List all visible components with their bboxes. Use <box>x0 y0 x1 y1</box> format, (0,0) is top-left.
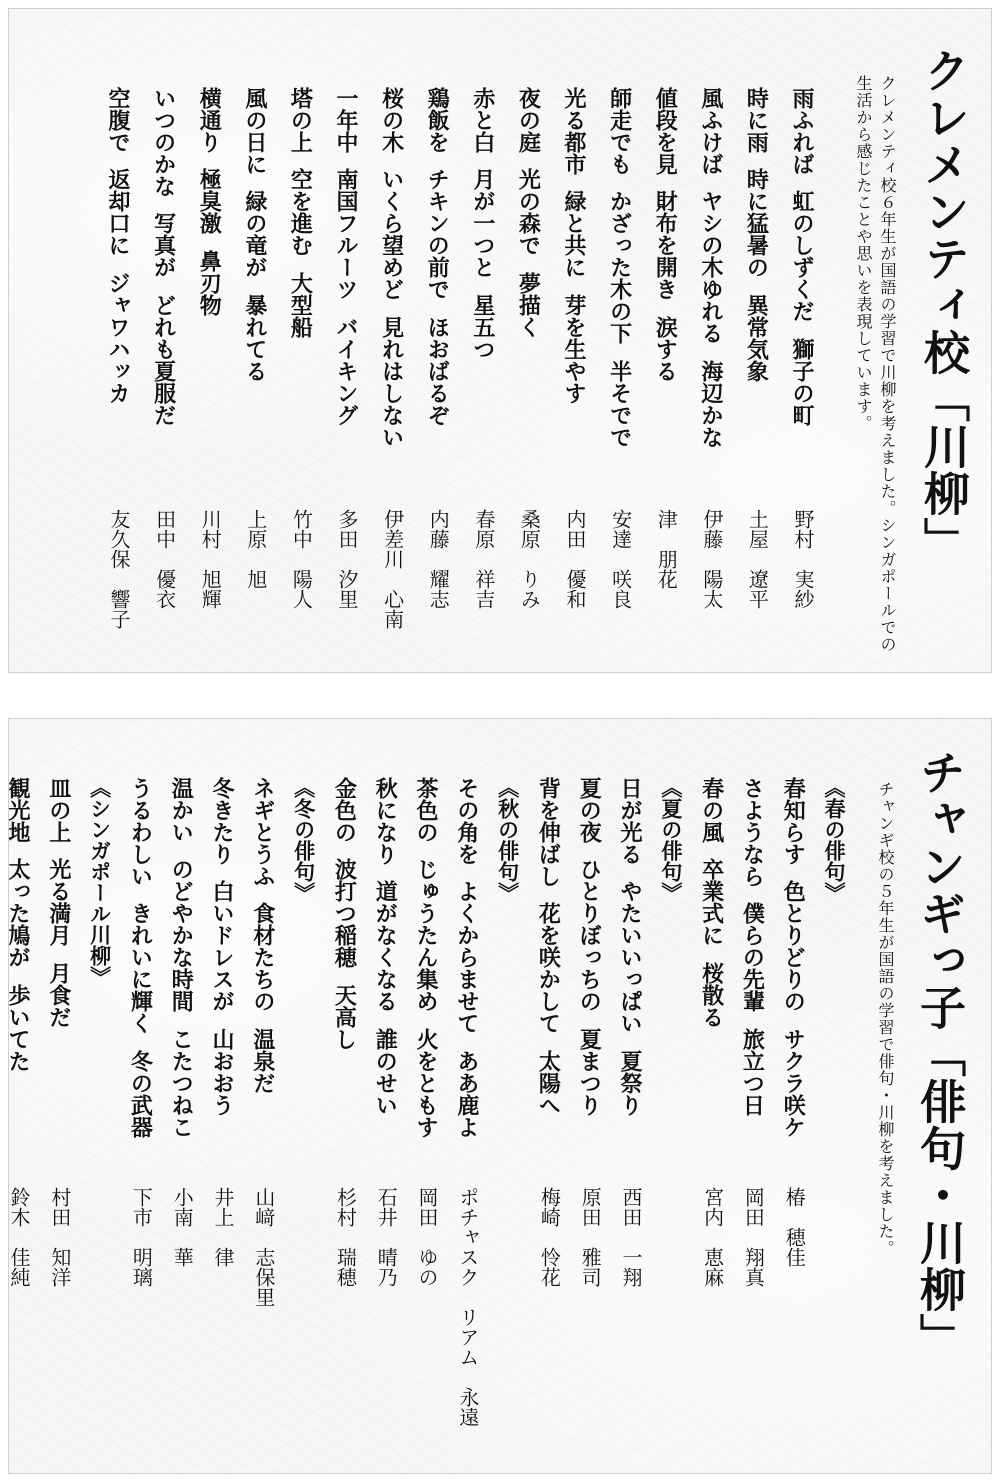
author-name-part: 晴乃 <box>374 1247 399 1287</box>
poem-author <box>198 509 223 609</box>
poem-phrase: 秋になり <box>372 777 399 865</box>
author-name-part: 宮内 <box>700 1187 725 1227</box>
poem-phrase: 冬の武器 <box>127 1049 154 1138</box>
poem-phrase: さようなら <box>739 777 766 887</box>
poem-author <box>109 509 129 629</box>
poem-phrase: バイキング <box>333 315 359 426</box>
poem-phrase: いつのかな <box>150 87 177 197</box>
poem-phrase: ヤシの木ゆれる <box>697 190 724 345</box>
poem-phrase: 旅立つ日 <box>739 1027 766 1116</box>
poem-text <box>150 87 177 426</box>
poem-text <box>331 777 358 1050</box>
poem-phrase: 極臭激 <box>196 168 223 235</box>
poem-phrase: 卒業式に <box>698 858 725 947</box>
season-heading: 《秋の俳句》 <box>495 777 521 903</box>
poem-phrase: 金色の <box>331 777 358 843</box>
author-name-part: 陽人 <box>289 569 314 609</box>
poem-text <box>606 87 633 448</box>
poem-phrase: 一年中 <box>333 87 359 153</box>
poem-phrase: 食材たちの <box>249 902 276 1013</box>
author-name-part: 耀志 <box>426 569 451 609</box>
author-name-part: 井上 <box>211 1187 235 1227</box>
poem-phrase: 星五つ <box>469 293 496 360</box>
poem-phrase: 月が一つと <box>469 168 496 279</box>
author-name-part: 岡田 <box>741 1187 766 1227</box>
poem-phrase: 赤と白 <box>469 87 496 153</box>
author-name-part: 永遠 <box>455 1387 480 1427</box>
author-name-part: 怜花 <box>537 1247 562 1287</box>
author-name-part: 小南 <box>170 1187 195 1227</box>
poem-text <box>453 777 480 1138</box>
poem-text <box>211 777 233 1116</box>
author-name-part: 内藤 <box>426 509 451 549</box>
poem-text <box>791 87 813 426</box>
poem-phrase: どれも夏服だ <box>150 293 177 426</box>
poem-phrase: 異常気象 <box>743 293 770 382</box>
poem-phrase: 写真が <box>150 212 177 279</box>
author-name-part: 竹中 <box>289 509 314 549</box>
poem-phrase: 鼻刃物 <box>196 249 223 316</box>
author-name-part: 下市 <box>129 1187 154 1227</box>
poem-author <box>455 1187 480 1427</box>
poem-text <box>378 87 405 448</box>
poem-phrase: 夏まつり <box>576 1027 603 1116</box>
poem-phrase: 太った鳩が <box>5 858 31 969</box>
poem-phrase: 夢描く <box>515 271 542 338</box>
author-name-part: 恵麻 <box>700 1247 725 1287</box>
season-heading: 《春の俳句》 <box>822 777 847 903</box>
poem-phrase: 月食だ <box>45 961 72 1028</box>
season-heading: 《冬の俳句》 <box>291 777 317 903</box>
poem-phrase: 横通り <box>196 87 223 153</box>
poem-phrase: 芽を生やす <box>561 293 587 404</box>
poem-phrase: 師走でも <box>606 87 633 175</box>
poem-phrase: よくからませて <box>453 880 480 1035</box>
author-name-part: 田中 <box>152 509 177 549</box>
author-name-part: 志保里 <box>251 1247 276 1307</box>
author-name-part: 汐里 <box>335 569 359 609</box>
author-name-part: 上原 <box>243 509 268 549</box>
author-name-part: 内田 <box>563 509 587 549</box>
author-name-part: 陽太 <box>699 569 724 609</box>
author-name-part: ゆの <box>415 1247 439 1287</box>
author-name-part: 土屋 <box>745 509 770 549</box>
poem-text <box>7 777 29 1072</box>
poem-phrase: 桜の木 <box>378 87 405 153</box>
clementi-intro-line-1: クレメンティ校６年生が国語の学習で川柳を考えました。シンガポールでの <box>878 75 897 653</box>
poem-text <box>698 777 725 1028</box>
author-name-part: 実紗 <box>791 569 815 609</box>
author-name-part: 安達 <box>608 509 633 549</box>
author-name-part: 明璃 <box>129 1247 154 1287</box>
poem-author <box>243 509 268 589</box>
poem-phrase: 色とりどりの <box>780 880 807 1013</box>
poem-phrase: やたいいっぱい <box>617 880 643 1035</box>
poem-text <box>196 87 223 316</box>
poem-phrase: 空を進む <box>287 168 314 257</box>
author-name-part: 翔真 <box>741 1247 766 1287</box>
author-name-part: 祥吉 <box>471 569 496 609</box>
author-name-part: 石井 <box>374 1187 399 1227</box>
author-name-part: 杉村 <box>333 1187 358 1227</box>
poem-phrase: 火をともす <box>413 1027 439 1138</box>
poem-author <box>374 1187 399 1287</box>
poem-text <box>372 777 399 1116</box>
poem-phrase: ネギとうふ <box>249 777 276 887</box>
author-name-part: 伊藤 <box>699 509 724 549</box>
poem-phrase: こたつねこ <box>168 1027 195 1138</box>
poem-phrase: 光る都市 <box>561 87 587 175</box>
poem-phrase: ああ鹿よ <box>453 1049 480 1138</box>
poem-phrase: 時に雨 <box>743 87 770 153</box>
author-name-part: 梅崎 <box>537 1187 562 1227</box>
author-name-part: 瑞穂 <box>333 1247 358 1287</box>
poem-phrase: 誰のせい <box>372 1027 399 1116</box>
poem-phrase: 南国フルーツ <box>333 168 359 301</box>
poem-phrase: 山おおう <box>209 1027 235 1116</box>
poem-author <box>700 1187 725 1287</box>
poem-author <box>129 1187 154 1287</box>
poem-author <box>654 509 679 589</box>
author-name-part: 旭輝 <box>198 569 223 609</box>
poem-phrase: 冬きたり <box>209 777 235 865</box>
changi-title: チャンギっ子「俳句・川柳」 <box>913 749 967 1360</box>
poem-author <box>337 509 357 609</box>
author-name-part: 知洋 <box>47 1247 72 1287</box>
poem-phrase: 春知らす <box>780 777 807 865</box>
author-name-part: 友久保 <box>107 509 131 569</box>
poem-phrase: 桜散る <box>698 961 725 1028</box>
clementi-senryu-panel <box>8 8 992 673</box>
poem-phrase: 春の風 <box>698 777 725 843</box>
author-name-part: 原田 <box>578 1187 603 1227</box>
poem-text <box>107 87 129 404</box>
poem-phrase: 夏の夜 <box>576 777 603 843</box>
author-name-part: 一翔 <box>619 1247 643 1287</box>
author-name-part: ポチャスク <box>455 1187 480 1287</box>
poem-text <box>335 87 357 426</box>
poem-phrase: 返却口に <box>105 168 131 257</box>
author-name-part: 遼平 <box>745 569 770 609</box>
poem-phrase: 白いドレスが <box>209 880 235 1013</box>
poem-author <box>426 509 451 609</box>
author-name-part: 西田 <box>619 1187 643 1227</box>
poem-phrase: 光の森で <box>515 168 542 257</box>
author-name-part: 華 <box>170 1247 195 1267</box>
poem-author <box>578 1187 603 1287</box>
clementi-intro-line-2: 生活から感じたことや思いを表現しています。 <box>854 75 873 432</box>
author-name-part: 山﨑 <box>251 1187 276 1227</box>
author-name-part: 穂佳 <box>782 1227 807 1267</box>
author-name-part: 優衣 <box>152 569 177 609</box>
poem-text <box>249 777 276 1094</box>
poem-phrase: 僕らの先輩 <box>739 902 766 1013</box>
poem-phrase: 夜の庭 <box>515 87 542 153</box>
author-name-part: 鈴木 <box>7 1187 31 1227</box>
poem-author <box>289 509 314 609</box>
author-name-part: 響子 <box>107 589 131 629</box>
author-name-part: 旭 <box>243 569 268 589</box>
poem-phrase: 風の日に <box>241 87 268 175</box>
poem-phrase: 塔の上 <box>287 87 314 153</box>
poem-phrase: 温泉だ <box>249 1027 276 1094</box>
poem-phrase: 観光地 <box>5 777 31 843</box>
poem-phrase: 緑と共に <box>561 190 587 279</box>
clementi-title: クレメンティ校「川柳」 <box>917 47 971 564</box>
poem-phrase: 雨ふれば <box>789 87 815 175</box>
poem-author <box>537 1187 562 1287</box>
poem-phrase: その角を <box>453 777 480 865</box>
poem-text <box>415 777 437 1138</box>
poem-author <box>251 1187 276 1307</box>
poem-phrase: 太陽へ <box>535 1049 562 1116</box>
author-name-part: 春原 <box>471 509 496 549</box>
poem-phrase: 背を伸ばし <box>535 777 562 887</box>
author-name-part: 咲良 <box>608 569 633 609</box>
poem-phrase: 時に猛暑の <box>743 168 770 279</box>
poem-phrase: いくら望めど <box>378 168 405 301</box>
poem-phrase: チキンの前で <box>424 168 451 301</box>
poem-phrase: ジャワハッカ <box>105 271 131 404</box>
poem-phrase: うるわしい <box>127 777 154 887</box>
author-name-part: 律 <box>211 1247 235 1267</box>
poem-text <box>469 87 496 360</box>
author-name-part: 川村 <box>198 509 223 549</box>
poem-author <box>380 509 405 629</box>
poem-text <box>697 87 724 448</box>
poem-author <box>565 509 585 609</box>
poem-phrase: 空腹で <box>105 87 131 153</box>
season-heading: 《シンガポール川柳》 <box>87 777 113 987</box>
poem-author <box>699 509 724 609</box>
author-name-part: 伊差川 <box>380 509 405 569</box>
poem-author <box>517 509 542 609</box>
author-name-part: 佳純 <box>7 1247 31 1287</box>
poem-text <box>576 777 603 1116</box>
poem-phrase: 値段を見 <box>652 87 679 175</box>
poem-phrase: 半そでで <box>606 359 633 448</box>
poem-phrase: 日が光る <box>617 777 643 865</box>
poem-phrase: ひとりぼっちの <box>576 858 603 1013</box>
poem-author <box>741 1187 766 1287</box>
poem-author <box>170 1187 195 1267</box>
poem-phrase: 風ふけば <box>697 87 724 175</box>
poem-phrase: のどやかな時間 <box>168 858 195 1013</box>
poem-phrase: 財布を開き <box>652 190 679 301</box>
author-name-part: 岡田 <box>415 1187 439 1227</box>
poem-phrase: 大型船 <box>287 271 314 338</box>
poem-text <box>743 87 770 382</box>
poem-phrase: 歩いてた <box>5 983 31 1072</box>
poem-author <box>793 509 813 609</box>
poem-text <box>168 777 195 1138</box>
poem-phrase: 道がなくなる <box>372 880 399 1013</box>
poem-phrase: かざった木の下 <box>606 190 633 345</box>
poem-phrase: 夏祭り <box>617 1049 643 1116</box>
poem-author <box>213 1187 233 1267</box>
author-name-part: 優和 <box>563 569 587 609</box>
author-name-part: 朋花 <box>654 549 679 589</box>
poem-phrase: 茶色の <box>413 777 439 843</box>
poem-phrase: ほおばるぞ <box>424 315 451 426</box>
poem-phrase: サクラ咲ケ <box>780 1027 807 1138</box>
poem-text <box>780 777 807 1138</box>
poem-text <box>535 777 562 1116</box>
poem-phrase: 緑の竜が <box>241 190 268 279</box>
poem-text <box>515 87 542 338</box>
poem-author <box>471 509 496 609</box>
poem-phrase: 鶏飯を <box>424 87 451 153</box>
poem-author <box>47 1187 72 1287</box>
poem-author <box>621 1187 641 1287</box>
poem-phrase: 温かい <box>168 777 195 843</box>
poem-phrase: 海辺かな <box>697 359 724 448</box>
author-name-part: りみ <box>517 569 542 609</box>
poem-phrase: 見れはしない <box>378 315 405 448</box>
poem-phrase: 虹のしずくだ <box>789 190 815 323</box>
poem-phrase: 獅子の町 <box>789 337 815 426</box>
poem-phrase: 波打つ稲穂 <box>331 858 358 969</box>
poem-phrase: じゅうたん集め <box>413 858 439 1013</box>
poem-phrase: 花を咲かして <box>535 902 562 1035</box>
poem-text <box>424 87 451 426</box>
poem-phrase: 涙する <box>652 315 679 382</box>
author-name-part: 桑原 <box>517 509 542 549</box>
poem-text <box>287 87 314 338</box>
poem-author <box>782 1187 807 1267</box>
poem-author <box>333 1187 358 1287</box>
poem-text <box>45 777 72 1028</box>
poem-author <box>9 1187 29 1287</box>
author-name-part: 多田 <box>335 509 359 549</box>
poem-text <box>652 87 679 382</box>
poem-author <box>417 1187 437 1287</box>
author-name-part: リアム <box>455 1307 480 1367</box>
poem-phrase: 光る満月 <box>45 858 72 947</box>
poem-text <box>619 777 641 1116</box>
poem-author <box>152 509 177 609</box>
season-heading: 《夏の俳句》 <box>658 777 684 903</box>
poem-phrase: きれいに輝く <box>127 902 154 1035</box>
author-name-part: 椿 <box>782 1187 807 1207</box>
author-name-part: 野村 <box>791 509 815 549</box>
poem-text <box>241 87 268 382</box>
changi-haiku-panel <box>5 718 992 1474</box>
poem-phrase: 皿の上 <box>45 777 72 843</box>
poem-phrase: 天高し <box>331 983 358 1050</box>
author-name-part: 津 <box>654 509 679 529</box>
poem-author <box>745 509 770 609</box>
poem-text <box>563 87 585 404</box>
author-name-part: 心南 <box>380 589 405 629</box>
author-name-part: 雅司 <box>578 1247 603 1287</box>
changi-intro: チャンギ校の５年生が国語の学習で俳句・川柳を考えました。 <box>876 781 895 1257</box>
author-name-part: 村田 <box>47 1187 72 1227</box>
poem-text <box>127 777 154 1138</box>
poem-text <box>739 777 766 1116</box>
poem-phrase: 暴れてる <box>241 293 268 382</box>
poem-author <box>608 509 633 609</box>
